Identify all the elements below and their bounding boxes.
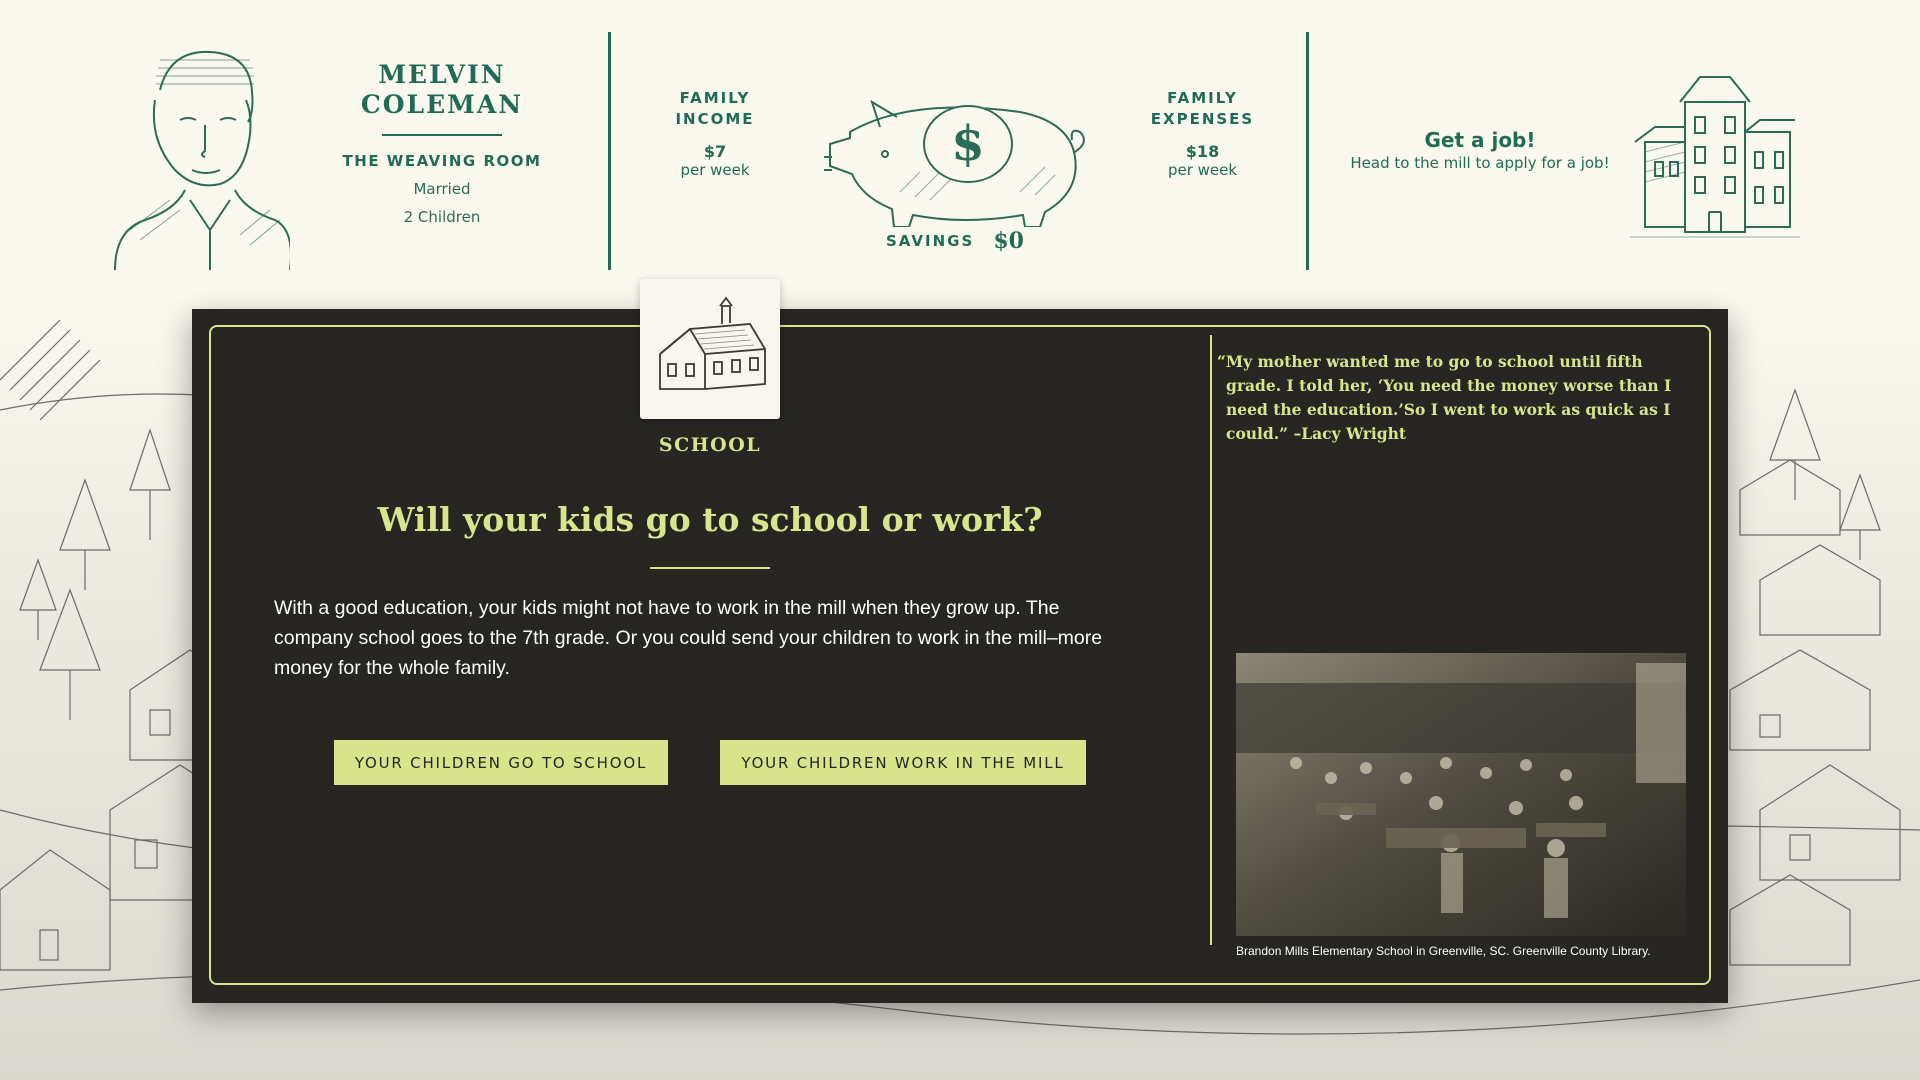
expenses-label-line2: EXPENSES (1150, 110, 1255, 128)
header (0, 0, 1920, 280)
school-category-card (640, 279, 780, 419)
marital-status: Married (413, 180, 471, 198)
get-job-subtitle: Head to the mill to apply for a job! (1350, 154, 1610, 172)
piggy-bank-icon (820, 92, 1090, 227)
expenses-amount: $18 (1185, 142, 1220, 161)
character-last-name: COLEMAN (360, 90, 524, 119)
expenses-period: per week (1167, 161, 1238, 179)
classroom-photo (1236, 653, 1686, 936)
photo-caption: Brandon Mills Elementary School in Greenville, SC. Greenville County Library. (1236, 944, 1651, 958)
children-school-button[interactable]: YOUR CHILDREN GO TO SCHOOL (334, 740, 668, 785)
savings-value: $0 (993, 228, 1024, 254)
family-expenses (1135, 88, 1270, 179)
question-divider (650, 567, 770, 569)
mill-building-icon[interactable] (1625, 62, 1805, 242)
character-room: THE WEAVING ROOM (342, 152, 542, 170)
historical-quote: “My mother wanted me to go to school until fifth grade. I told her, ‘You need the money worse than I need the education.’So I went to work as quick as I could.” –Lacy Wright (1217, 352, 1672, 443)
family-income (650, 88, 780, 179)
man-portrait-icon (110, 30, 290, 270)
savings-display (840, 228, 1070, 254)
panel-divider (1210, 335, 1212, 945)
header-divider-right (1306, 32, 1309, 270)
character-name (340, 60, 544, 120)
schoolhouse-icon (650, 294, 770, 404)
income-label-line2: INCOME (675, 110, 755, 128)
savings-label: SAVINGS (886, 232, 975, 250)
income-period: per week (680, 161, 750, 179)
classroom-photo-sketch (1236, 653, 1686, 936)
income-label (650, 88, 780, 130)
children-work-button[interactable]: YOUR CHILDREN WORK IN THE MILL (720, 740, 1086, 785)
children-count: 2 Children (403, 208, 481, 226)
name-divider (382, 134, 502, 136)
get-job-link[interactable] (1330, 128, 1630, 172)
svg-text:$: $ (951, 116, 985, 172)
income-amount: $7 (703, 142, 727, 161)
scenario-category: SCHOOL (658, 434, 762, 456)
scenario-description: With a good education, your kids might not have to work in the mill when they grow up. The company school goes to the 7th grade. Or you could send your children to work in the mill–more money for the whole family. (274, 597, 1103, 679)
expenses-label-line1: FAMILY (1167, 89, 1238, 107)
header-divider-left (608, 32, 611, 270)
character-profile (340, 60, 544, 226)
scenario-question: Will your kids go to school or work? (377, 500, 1043, 539)
get-job-title: Get a job! (1424, 128, 1536, 152)
character-first-name: MELVIN (378, 60, 506, 89)
expenses-label (1135, 88, 1270, 130)
income-label-line1: FAMILY (679, 89, 751, 107)
